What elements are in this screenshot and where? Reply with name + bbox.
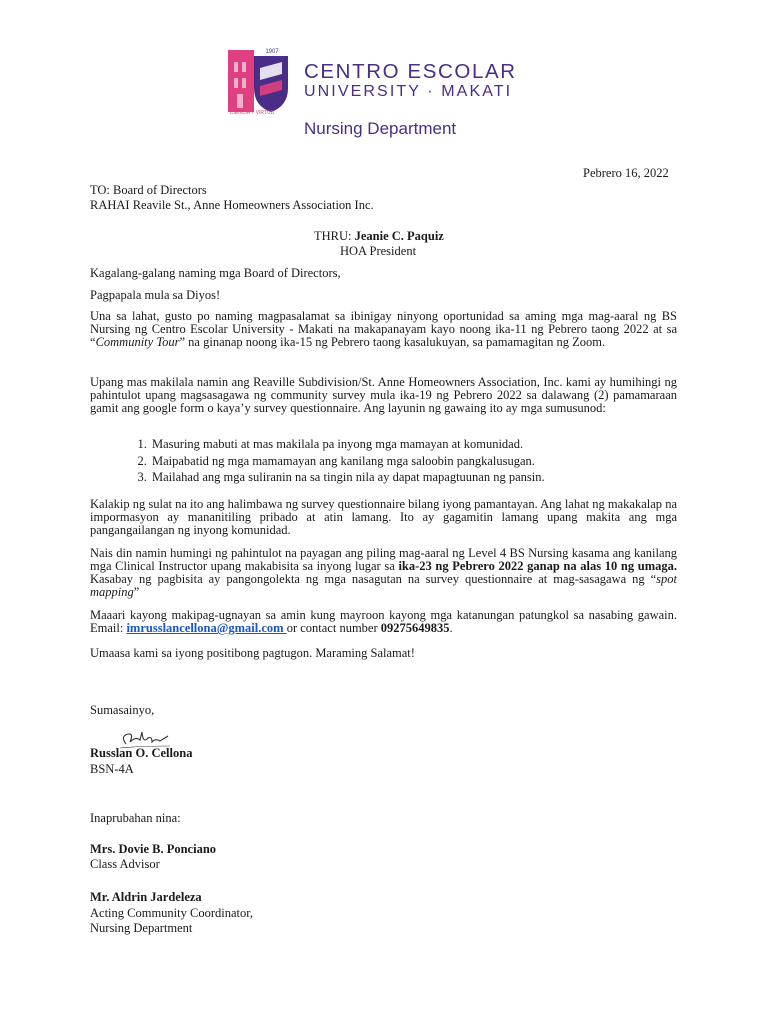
- paragraph-visit-end: ”: [133, 585, 140, 599]
- paragraph-visit-text: Nais din namin humingi ng pahintulot na payagan ang piling mag-aaral ng Level 4 BS Nursing kasama ang kanilang mga Clinical Instructor upang makabisita sa inyong lugar sa: [90, 546, 677, 573]
- paragraph-thanks-end: ” na ginanap noong ika-15 ng Pebrero taong kasalukuyan, sa pamamagitan ng Zoom.: [179, 335, 606, 349]
- community-tour-text: Community Tour: [95, 335, 180, 349]
- approver2-title-line2: Nursing Department: [90, 921, 193, 935]
- list-item: 3. Mailahad ang mga suliranin na sa tingin nila ay dapat mapagtuunan ng pansin.: [150, 469, 650, 486]
- recipient-line: TO: Board of Directors: [90, 183, 207, 197]
- paragraph-thanks: [90, 310, 677, 349]
- list-item: 2. Maipabatid ng mga mamamayan ang kanilang mga saloobin pangkalusugan.: [150, 453, 650, 470]
- phone-number: 09275649835: [380, 621, 450, 635]
- list-item: 1. Masuring mabuti at mas makilala pa inyong mga mamayan at komunidad.: [150, 436, 650, 453]
- thru-name: Jeanie C. Paquiz: [354, 229, 444, 243]
- sender-title: BSN-4A: [90, 762, 134, 776]
- recipient-address: RAHAI Reavile St., Anne Homeowners Association Inc.: [90, 198, 374, 212]
- university-name: CENTRO ESCOLAR: [304, 60, 517, 83]
- letterhead: [224, 44, 554, 144]
- approval-label: Inaprubahan nina:: [90, 811, 181, 825]
- paragraph-visit-middle: Kasabay ng pagbisita ay pangongolekta ng mga nasagutan na survey questionnaire at mag-sasagawa ng “: [90, 572, 657, 586]
- paragraph-contact-text: Maaari kayong makipag-ugnayan sa amin kung mayroon kayong mga katanungan patungkol sa nasabing gawain. Email:: [90, 608, 677, 635]
- approver1-name-text: Mrs. Dovie B. Ponciano: [90, 842, 217, 856]
- sender-name-text: Russlan O. Cellona: [90, 746, 193, 760]
- paragraph-thanks-text: Una sa lahat, gusto po naming magpasalamat sa ibinigay ninyong oportunidad sa aming mga mag-aaral ng BS Nursing ng Centro Escolar University - Makati na makapanayam kayo noong ika-11 ng Pebrero taong 2022 at sa “: [90, 309, 677, 349]
- approver1-title: Class Advisor: [90, 857, 160, 871]
- approver2-name: [90, 890, 202, 905]
- objectives-list: [136, 436, 650, 486]
- thru-title: HOA President: [340, 244, 417, 258]
- approver1-name: [90, 842, 216, 857]
- letter-date: Pebrero 16, 2022: [583, 166, 669, 180]
- greeting: Pagpapala mula sa Diyos!: [90, 288, 221, 302]
- logo-year: 1907: [265, 49, 279, 55]
- sender-name: [90, 746, 192, 761]
- spot-mapping-text: spot mapping: [90, 572, 677, 599]
- thru-line: [314, 229, 444, 244]
- approver2-title-line1: Acting Community Coordinator,: [90, 906, 254, 920]
- university-campus: UNIVERSITY · MAKATI: [304, 83, 513, 100]
- department-name: Nursing Department: [304, 119, 457, 138]
- university-logo: [224, 44, 294, 118]
- salutation: Kagalang-galang naming mga Board of Directors,: [90, 266, 341, 280]
- paragraph-attachment: Kalakip ng sulat na ito ang halimbawa ng survey questionnaire bilang iyong pamantayan. Ang lahat ng makakalap na impormasyon ay mananitiling pribado at atin lamang. Ito ay gagamitin lamang upang makita ang mga pangangailangan ng inyong komunidad.: [90, 497, 677, 537]
- paragraph-visit: [90, 547, 677, 599]
- contact-number-label: or contact number: [286, 621, 381, 635]
- paragraph-contact-end: .: [449, 621, 453, 635]
- email-link[interactable]: imrusslancellona@gmail.com: [126, 621, 287, 635]
- visit-date-text: ika-23 ng Pebrero 2022 ganap na alas 10 ng umaga.: [398, 559, 677, 573]
- sign-off: Sumasainyo,: [90, 703, 155, 717]
- closing-line: Umaasa kami sa iyong positibong pagtugon. Maraming Salamat!: [90, 646, 415, 660]
- approver2-name-text: Mr. Aldrin Jardeleza: [90, 890, 202, 904]
- paragraph-contact: [90, 609, 677, 635]
- paragraph-request: Upang mas makilala namin ang Reaville Subdivision/St. Anne Homeowners Association, Inc. kami ay humihingi ng pahintulot upang magsasagawa ng community survey mula ika-19 ng Pebrero 2022 sa dalawang (2) pamamaraan gamit ang google form o kaya’y survey questionnaire. Ang layunin ng gawaing ito ay mga sumusunod:: [90, 375, 677, 415]
- thru-label: THRU:: [314, 229, 355, 243]
- logo-motto: CIENCIA Y VIRTUD: [229, 110, 275, 116]
